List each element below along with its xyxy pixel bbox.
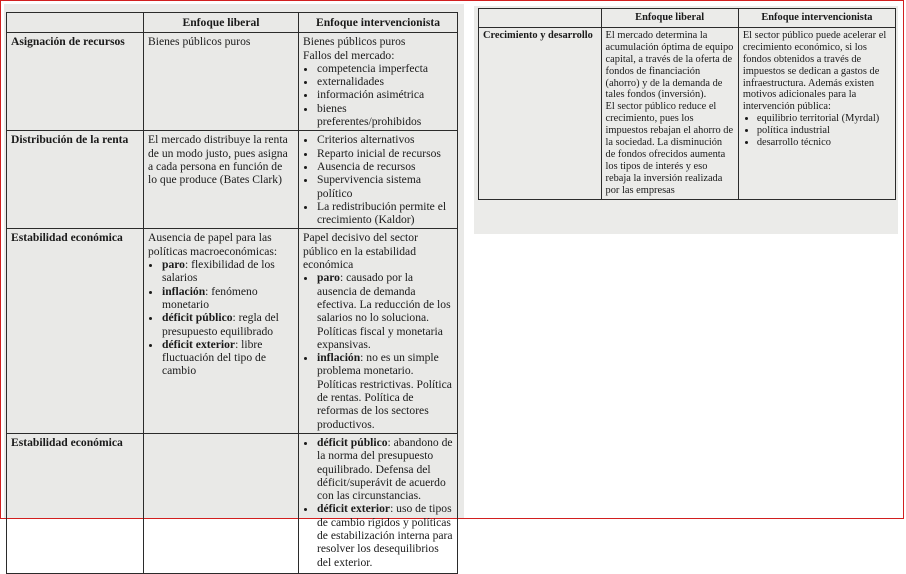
row-label: Distribución de la renta bbox=[7, 131, 144, 229]
header-liberal: Enfoque liberal bbox=[601, 9, 738, 28]
bullet-list bbox=[303, 133, 453, 226]
list-item bbox=[317, 502, 453, 568]
cell-text: El mercado determina la acumulación óptima de equipo capital, a través de la oferta de fondos de financiación (ahorro) y de la demanda de tales fondos (inversión). bbox=[605, 29, 734, 101]
table-header-row bbox=[7, 13, 458, 33]
cell-text: Fallos del mercado: bbox=[303, 48, 395, 62]
list-item bbox=[162, 338, 294, 378]
row-label: Estabilidad económica bbox=[7, 433, 144, 573]
table-header-row bbox=[479, 9, 896, 28]
list-item: • Criterios alternativos bbox=[317, 133, 453, 146]
term-text: : causado por la ausencia de demanda efectiva. La reducción de los salarios no lo soluciona. Políticas fiscal y monetaria expansivas. bbox=[317, 271, 451, 351]
table-row bbox=[7, 33, 458, 131]
term: déficit público bbox=[317, 435, 388, 449]
term-text: : libre fluctuación del tipo de cambio bbox=[162, 337, 266, 378]
bullet-list bbox=[303, 436, 453, 569]
list-item: • información asimétrica bbox=[317, 88, 453, 101]
term: paro bbox=[317, 271, 340, 285]
table-row bbox=[479, 27, 896, 199]
row-label: Crecimiento y desarrollo bbox=[479, 27, 602, 199]
header-intervencionista: Enfoque intervencionista bbox=[299, 13, 458, 33]
bullet-list bbox=[148, 258, 294, 378]
list-item: • Supervivencia sistema político bbox=[317, 173, 453, 200]
bullet-list bbox=[743, 113, 891, 149]
term-text: : no es un simple problema monetario. Políticas restrictivas. Política de rentas. Política de reformas de los sectores productivos. bbox=[317, 351, 452, 431]
list-item bbox=[162, 285, 294, 312]
cell-intervencionista bbox=[299, 433, 458, 573]
term: inflación bbox=[317, 351, 361, 365]
cell-text: Bienes públicos puros bbox=[303, 35, 406, 49]
list-item: • política industrial bbox=[757, 125, 891, 137]
cell-intervencionista bbox=[299, 33, 458, 131]
list-item: • externalidades bbox=[317, 75, 453, 88]
comparison-table-right bbox=[478, 8, 896, 200]
term: inflación bbox=[162, 284, 206, 298]
header-empty bbox=[7, 13, 144, 33]
term: déficit exterior bbox=[162, 337, 236, 351]
term-text: : abandono de la norma del presupuesto equilibrado. Defensa del déficit/superávit de acuerdo con las circunstancias. bbox=[317, 435, 453, 503]
table-row bbox=[7, 433, 458, 573]
list-item: • equilibrio territorial (Myrdal) bbox=[757, 113, 891, 125]
cell-text: Bienes públicos puros bbox=[148, 35, 251, 49]
cell-text: Ausencia de papel para las políticas macroeconómicas: bbox=[148, 231, 278, 258]
bullet-list bbox=[303, 271, 453, 431]
row-label: Asignación de recursos bbox=[7, 33, 144, 131]
cell-liberal bbox=[144, 229, 299, 433]
term-text: : uso de tipos de cambio rígidos y políticas de estabilización interna para resolver los desequilibrios del exterior. bbox=[317, 502, 453, 569]
cell-text: El sector público puede acelerar el crecimiento económico, si los fondos obtenidos a través de impuestos se dedican a gastos de infraestructura. Además existen motivos adicionales para la intervención pública: bbox=[742, 29, 887, 113]
list-item: • desarrollo técnico bbox=[757, 137, 891, 149]
cell-intervencionista bbox=[299, 229, 458, 433]
term-text: : regla del presupuesto equilibrado bbox=[162, 311, 279, 338]
list-item: • competencia imperfecta bbox=[317, 62, 453, 75]
list-item bbox=[317, 271, 453, 351]
term: paro bbox=[162, 258, 185, 272]
cell-liberal bbox=[144, 433, 299, 573]
list-item: • Reparto inicial de recursos bbox=[317, 147, 453, 160]
cell-liberal bbox=[144, 131, 299, 229]
row-label: Estabilidad económica bbox=[7, 229, 144, 433]
cell-text: El sector público reduce el crecimiento, pues los impuestos rebajan el ahorro de la sociedad. La disminución de fondos ofrecidos aumenta los tipos de interés y eso rebaja la inversión realizada por las empresas bbox=[605, 101, 734, 196]
table-row bbox=[7, 131, 458, 229]
bullet-list bbox=[303, 62, 453, 128]
term: déficit exterior bbox=[317, 502, 391, 516]
cell-text: El mercado distribuye la renta de un modo justo, pues asigna a cada persona en función de lo que produce (Bates Clark) bbox=[148, 133, 288, 187]
term-text: : flexibilidad de los salarios bbox=[162, 258, 275, 285]
cell-text: Papel decisivo del sector público en la estabilidad económica bbox=[303, 231, 418, 272]
list-item: • bienes preferentes/prohibidos bbox=[317, 102, 453, 129]
list-item: • Ausencia de recursos bbox=[317, 160, 453, 173]
table-row bbox=[7, 229, 458, 433]
cell-liberal bbox=[144, 33, 299, 131]
comparison-table-left bbox=[6, 12, 458, 574]
cell-intervencionista bbox=[299, 131, 458, 229]
header-liberal: Enfoque liberal bbox=[144, 13, 299, 33]
term: déficit público bbox=[162, 311, 233, 325]
list-item bbox=[162, 258, 294, 285]
list-item: • La redistribución permite el crecimiento (Kaldor) bbox=[317, 200, 453, 227]
header-intervencionista: Enfoque intervencionista bbox=[738, 9, 895, 28]
list-item bbox=[317, 351, 453, 431]
term-text: : fenómeno monetario bbox=[162, 284, 258, 311]
list-item bbox=[162, 311, 294, 338]
list-item bbox=[317, 436, 453, 502]
header-empty bbox=[479, 9, 602, 28]
cell-liberal bbox=[601, 27, 738, 199]
cell-intervencionista bbox=[738, 27, 895, 199]
